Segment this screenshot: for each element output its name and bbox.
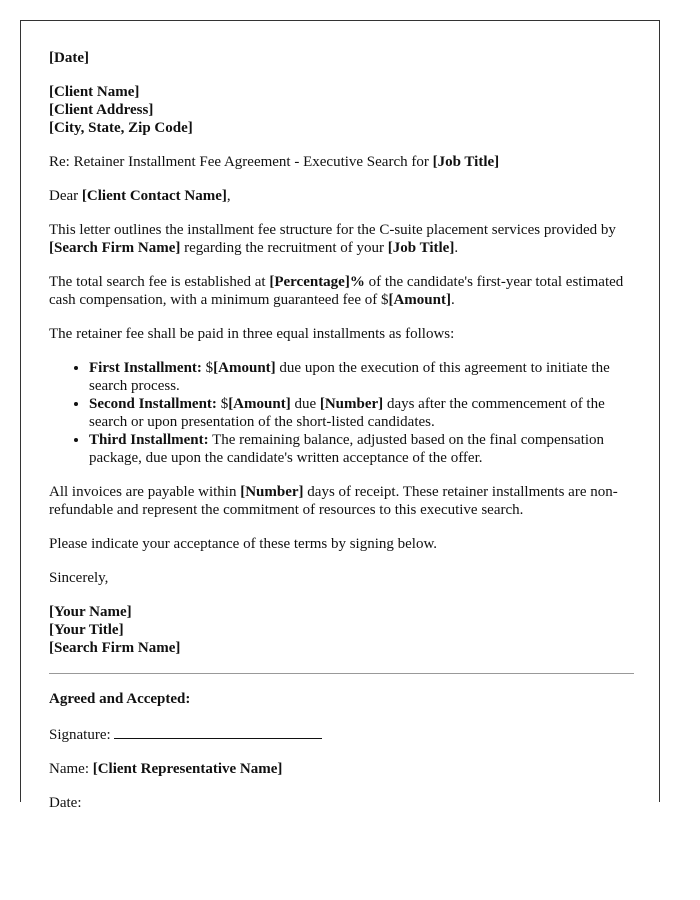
date-label: Date: [49,795,82,811]
fee-paragraph [49,273,634,309]
date-placeholder: [Date] [49,50,89,66]
acceptance-heading [49,690,634,708]
letter-content [49,49,634,828]
installment-amount: [Amount] [228,396,291,412]
installment-text-mid: due [290,396,320,412]
intro-job-title: [Job Title] [387,240,455,256]
recipient-address-block [49,83,634,137]
fee-percentage: [Percentage]% [269,274,365,290]
invoices-paragraph [49,483,634,519]
installment-item-first [89,359,634,395]
acceptance-heading-text: Agreed and Accepted: [49,691,191,707]
installments-intro: The retainer fee shall be paid in three equal installments as follows: [49,326,455,342]
name-label: Name: [49,761,93,777]
acceptance-request: Please indicate your acceptance of these terms by signing below. [49,536,438,552]
invoices-days-number: [Number] [240,484,304,500]
installment-label: Second Installment: [89,396,217,412]
section-divider [49,673,634,674]
sender-signature-block [49,603,634,657]
fee-text-2: of the candidate's first-year total estimated cash compensation, with a minimum guaranteed fee of $ [49,274,624,308]
signature-field[interactable] [114,724,322,739]
intro-text-2: regarding the recruitment of your [180,240,388,256]
salutation-prefix: Dear [49,188,82,204]
salutation [49,187,634,205]
installments-list [49,359,634,467]
installment-dollar: $ [216,396,229,412]
subject-line [49,153,634,171]
client-name-line [49,760,634,778]
client-city-state-zip: [City, State, Zip Code] [49,120,193,136]
installment-item-third [89,431,634,467]
installment-item-second [89,395,634,431]
intro-firm-name: [Search Firm Name] [49,240,181,256]
intro-text-3: . [454,240,459,256]
installment-days-number: [Number] [319,396,384,412]
client-representative-name: [Client Representative Name] [92,761,283,777]
sender-firm: [Search Firm Name] [49,640,181,656]
installment-text: due upon the execution of this agreement to initiate the search process. [89,360,610,394]
installment-label: Third Installment: [89,432,209,448]
installment-label: First Installment: [89,360,202,376]
client-name: [Client Name] [49,84,140,100]
sender-name: [Your Name] [49,604,132,620]
fee-text-1: The total search fee is established at [49,274,270,290]
client-address: [Client Address] [49,102,154,118]
salutation-contact-name: [Client Contact Name] [81,188,227,204]
closing: Sincerely, [49,570,109,586]
invoices-text-2: days of receipt. These retainer installments are non-refundable and represent the commitment of resources to this executive search. [49,484,618,518]
intro-text-1: This letter outlines the installment fee structure for the C-suite placement services provided by [49,222,616,238]
installment-amount: [Amount] [213,360,276,376]
date-line [49,49,634,67]
installment-text: The remaining balance, adjusted based on the final compensation package, due upon the candidate's written acceptance of the offer. [89,432,605,466]
subject-text: Re: Retainer Installment Fee Agreement - Executive Search for [49,154,433,170]
invoices-text-1: All invoices are payable within [49,484,241,500]
fee-amount: [Amount] [388,292,451,308]
subject-job-title: [Job Title] [432,154,500,170]
document-page [20,20,660,811]
intro-paragraph [49,221,634,257]
signature-line [49,724,634,744]
fee-text-3: . [450,292,455,308]
signature-label: Signature: [49,727,115,743]
sender-title: [Your Title] [49,622,124,638]
installment-dollar: $ [201,360,214,376]
date-acceptance-line [49,794,634,812]
installment-text: days after the commencement of the search or upon presentation of the short-listed candidates. [89,396,605,430]
salutation-suffix: , [226,188,231,204]
